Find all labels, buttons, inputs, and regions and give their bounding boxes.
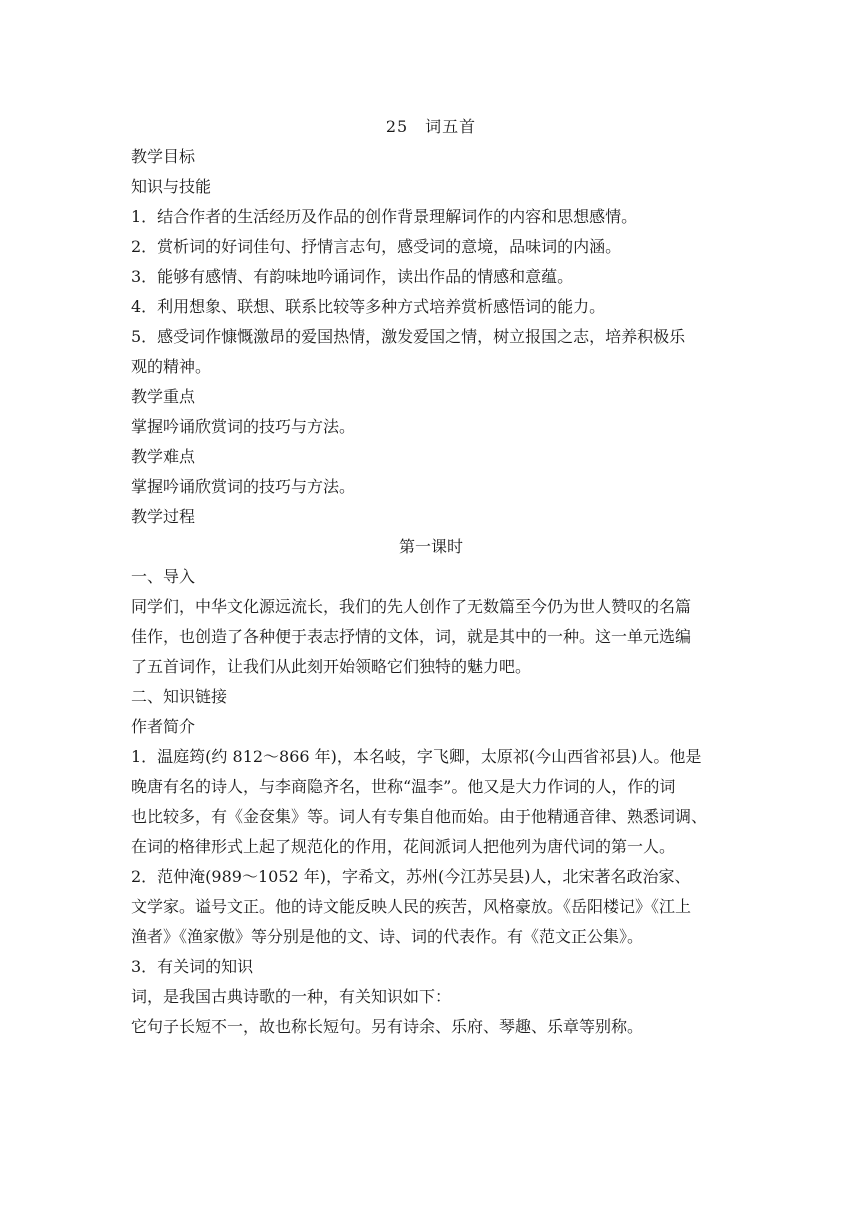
key-points-text: 掌握吟诵欣赏词的技巧与方法。: [131, 417, 356, 436]
author1-line-4: 在词的格律形式上起了规范化的作用，花间派词人把他列为唐代词的第一人。: [131, 837, 676, 856]
ci-knowledge-line-1: 词，是我国古典诗歌的一种，有关知识如下：: [131, 987, 452, 1006]
document-body: [131, 112, 731, 1042]
author-intro-heading: 作者简介: [131, 717, 196, 736]
section-knowledge-heading: 二、知识链接: [131, 687, 228, 706]
goal-item-5-cont: 观的精神。: [131, 357, 212, 376]
author2-line-2: 文学家。谥号文正。他的诗文能反映人民的疾苦，风格豪放。《岳阳楼记》《江上: [131, 897, 692, 916]
goal-item-1: 1．结合作者的生活经历及作品的创作背景理解词作的内容和思想感情。: [131, 207, 638, 226]
heading-key-points: 教学重点: [131, 387, 196, 406]
ci-knowledge-line-2: 它句子长短不一，故也称长短句。另有诗余、乐府、琴趣、乐章等别称。: [131, 1017, 644, 1036]
author2-line-3: 渔者》《渔家傲》等分别是他的文、诗、词的代表作。有《范文正公集》。: [131, 927, 644, 946]
lesson-title: 25 词五首: [385, 117, 477, 136]
intro-line-1: 同学们，中华文化源远流长，我们的先人创作了无数篇至今仍为世人赞叹的名篇: [131, 597, 692, 616]
heading-knowledge-skills: 知识与技能: [131, 177, 212, 196]
heading-teaching-goals: 教学目标: [131, 147, 196, 166]
goal-item-4: 4．利用想象、联想、联系比较等多种方式培养赏析感悟词的能力。: [131, 297, 606, 316]
author1-line-2: 晚唐有名的诗人，与李商隐齐名，世称“温李”。他又是大力作词的人，作的词: [131, 777, 676, 796]
ci-knowledge-heading: 3．有关词的知识: [131, 957, 254, 976]
intro-line-3: 了五首词作，让我们从此刻开始领略它们独特的魅力吧。: [131, 657, 532, 676]
goal-item-5: 5．感受词作慷慨激昂的爱国热情，激发爱国之情，树立报国之志，培养积极乐: [131, 327, 686, 346]
heading-process: 教学过程: [131, 507, 196, 526]
heading-difficulties: 教学难点: [131, 447, 196, 466]
author1-line-3: 也比较多，有《金奁集》等。词人有专集自他而始。由于他精通音律、熟悉词调、: [131, 807, 708, 826]
author2-line-1: 2．范仲淹(989～1052 年)，字希文，苏州(今江苏吴县)人，北宋著名政治家、: [131, 867, 691, 886]
section-intro-heading: 一、导入: [131, 567, 196, 586]
intro-line-2: 佳作，也创造了各种便于表志抒情的文体，词，就是其中的一种。这一单元选编: [131, 627, 692, 646]
difficulties-text: 掌握吟诵欣赏词的技巧与方法。: [131, 477, 356, 496]
goal-item-3: 3．能够有感情、有韵味地吟诵词作，读出作品的情感和意蕴。: [131, 267, 574, 286]
author1-line-1: 1．温庭筠(约 812～866 年)，本名岐，字飞卿，太原祁(今山西省祁县)人。他是: [131, 747, 702, 766]
lesson-period-heading: 第一课时: [398, 537, 463, 556]
goal-item-2: 2．赏析词的好词佳句、抒情言志句，感受词的意境，品味词的内涵。: [131, 237, 622, 256]
